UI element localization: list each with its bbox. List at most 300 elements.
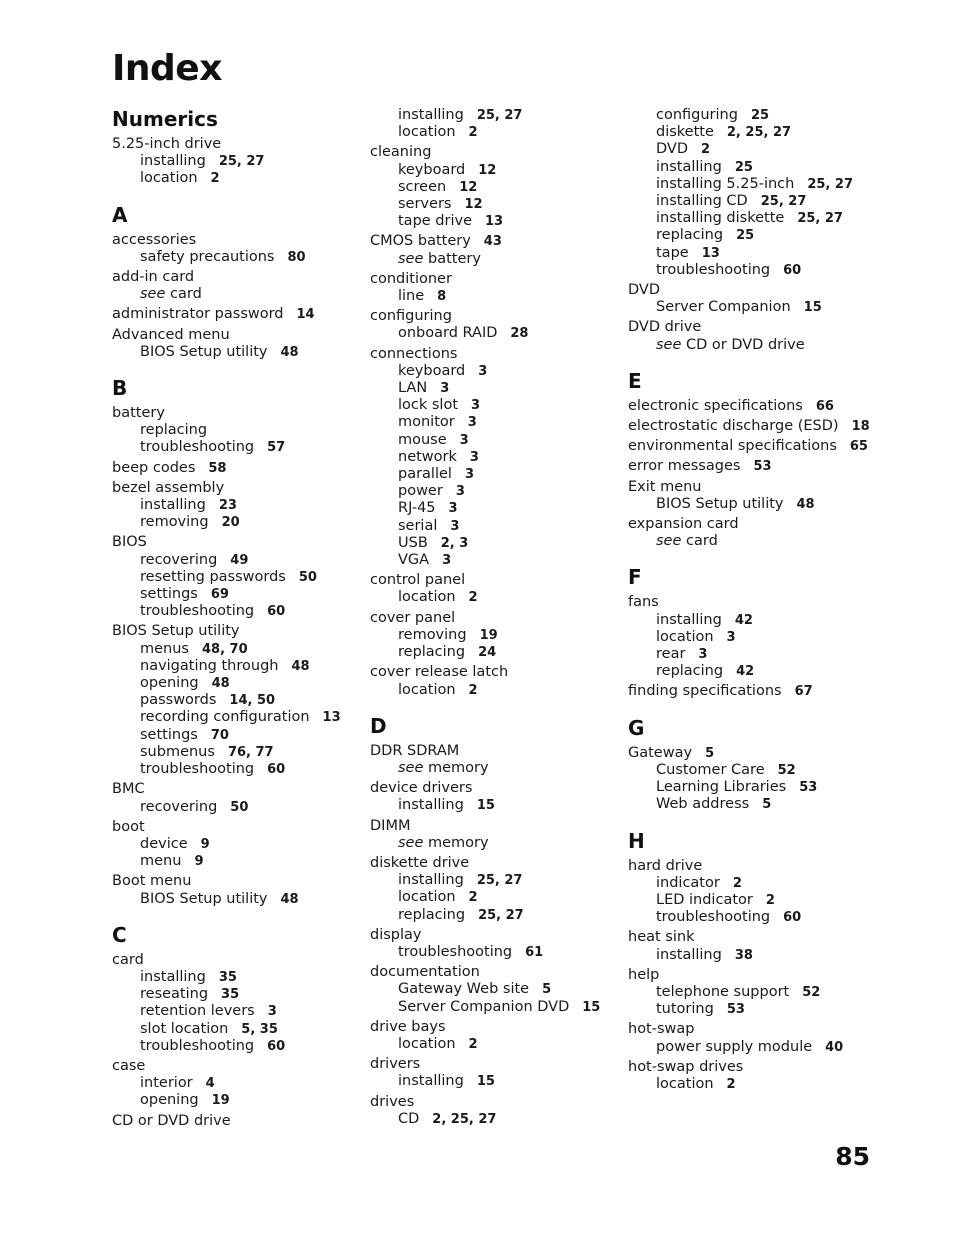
term-text: hot-swap drives xyxy=(628,1058,744,1075)
see-reference: see xyxy=(398,834,424,851)
subentry-text: memory xyxy=(428,759,489,776)
index-term xyxy=(370,1094,620,1111)
page-ref: 18 xyxy=(851,419,870,435)
term-text: DVD drive xyxy=(628,319,702,336)
index-subentry xyxy=(370,682,620,699)
index-section xyxy=(370,107,620,699)
index-term xyxy=(112,952,362,969)
subentry-text: RJ-45 xyxy=(398,500,436,517)
term-text: CD or DVD drive xyxy=(112,1112,231,1129)
page-ref: 53 xyxy=(753,459,772,475)
subentry-text: slot location xyxy=(140,1020,229,1037)
page-ref: 60 xyxy=(267,1038,286,1054)
index-term xyxy=(112,460,362,477)
section-letter: A xyxy=(112,202,128,227)
subentry-text: diskette xyxy=(656,124,714,141)
index-entry xyxy=(628,458,886,475)
subentry-text: LED indicator xyxy=(656,891,753,908)
subentry-text: lock slot xyxy=(398,397,459,414)
index-subentry xyxy=(628,193,886,210)
index-entry xyxy=(370,743,620,777)
page-ref: 80 xyxy=(287,249,306,265)
index-subentry xyxy=(112,1003,362,1020)
subentry-text: settings xyxy=(140,586,198,603)
page-ref: 25, 27 xyxy=(760,194,807,210)
index-entry xyxy=(370,572,620,606)
index-subentry xyxy=(370,483,620,500)
index-subentry xyxy=(628,1076,886,1093)
subentry-text: telephone support xyxy=(656,983,790,1000)
see-reference: see xyxy=(398,759,424,776)
index-subentry xyxy=(370,432,620,449)
page-ref: 25, 27 xyxy=(476,108,523,123)
term-text: electronic specifications xyxy=(628,397,803,414)
page-ref: 35 xyxy=(218,969,237,985)
page-ref: 70 xyxy=(210,727,229,743)
page-ref: 53 xyxy=(799,780,818,796)
term-text: conditioner xyxy=(370,270,452,287)
page-ref: 5 xyxy=(705,745,715,761)
page-ref: 15 xyxy=(476,1074,495,1090)
subentry-text: recovering xyxy=(140,798,218,815)
index-subentry xyxy=(370,1073,620,1090)
page-ref: 25, 27 xyxy=(478,907,524,923)
subentry-text: troubleshooting xyxy=(140,603,255,620)
subentry-text: location xyxy=(398,889,456,906)
subentry-text: Server Companion xyxy=(656,299,791,316)
term-text: accessories xyxy=(112,231,197,248)
page-ref: 25, 27 xyxy=(476,873,523,889)
index-term xyxy=(370,818,620,835)
page-ref: 3 xyxy=(726,629,736,645)
index-subentry xyxy=(112,658,362,675)
subentry-text: device xyxy=(140,835,188,852)
index-term xyxy=(112,781,362,798)
term-text: Gateway xyxy=(628,744,693,761)
subentry-text: parallel xyxy=(398,466,452,483)
index-subentry xyxy=(628,947,886,964)
index-term xyxy=(370,743,620,760)
subentry-text: resetting passwords xyxy=(140,568,286,585)
page-ref: 60 xyxy=(267,604,286,620)
page-ref: 61 xyxy=(525,944,544,960)
subentry-text: VGA xyxy=(398,552,430,569)
index-entry xyxy=(628,967,886,1019)
index-entry xyxy=(112,819,362,871)
index-entry xyxy=(112,269,362,303)
page-ref: 65 xyxy=(849,439,868,455)
index-subentry xyxy=(628,1001,886,1018)
index-entry xyxy=(370,346,620,570)
see-reference: see xyxy=(656,533,682,550)
subentry-text: location xyxy=(656,628,714,645)
term-text: add-in card xyxy=(112,269,195,286)
index-subentry xyxy=(112,439,362,456)
index-term xyxy=(370,780,620,797)
index-section xyxy=(628,369,886,551)
subentry-text: configuring xyxy=(656,107,738,123)
index-subentry xyxy=(112,170,362,187)
subentry-text: reseating xyxy=(140,986,209,1003)
index-subentry xyxy=(628,629,886,646)
index-subentry xyxy=(628,909,886,926)
index-subentry xyxy=(112,761,362,778)
term-text: finding specifications xyxy=(628,683,782,700)
index-subentry xyxy=(112,552,362,569)
page-ref: 50 xyxy=(230,799,249,815)
subentry-text: onboard RAID xyxy=(398,325,498,342)
index-subentry xyxy=(628,176,886,193)
subentry-text: CD xyxy=(398,1110,420,1127)
index-entry xyxy=(112,623,362,778)
page-ref: 25 xyxy=(734,159,753,175)
page-ref: 2 xyxy=(210,171,220,187)
subentry-text: replacing xyxy=(398,644,466,661)
index-entry xyxy=(112,405,362,457)
index-subentry xyxy=(112,986,362,1003)
page-ref: 3 xyxy=(450,518,460,534)
subentry-text: replacing xyxy=(398,906,466,923)
index-subentry xyxy=(370,835,620,852)
page-ref: 43 xyxy=(483,234,502,250)
page-ref: 48 xyxy=(211,676,230,692)
index-entry xyxy=(628,398,886,415)
index-section xyxy=(112,107,362,188)
subentry-text: indicator xyxy=(656,874,720,891)
subentry-text: submenus xyxy=(140,743,215,760)
index-term xyxy=(370,927,620,944)
page-ref: 15 xyxy=(476,798,495,814)
subentry-text: BIOS Setup utility xyxy=(140,890,268,907)
subentry-text: keyboard xyxy=(398,362,466,379)
index-entry xyxy=(628,1059,886,1093)
index-subentry xyxy=(370,907,620,924)
index-entry xyxy=(370,271,620,305)
subentry-text: CD or DVD drive xyxy=(686,336,805,353)
term-text: boot xyxy=(112,818,145,835)
page-ref: 9 xyxy=(194,854,204,870)
index-subentry xyxy=(628,762,886,779)
index-term xyxy=(370,1019,620,1036)
page-ref: 2, 25, 27 xyxy=(432,1111,497,1127)
page-ref: 2 xyxy=(468,125,478,141)
index-subentry xyxy=(628,262,886,279)
subentry-text: servers xyxy=(398,196,452,213)
index-subentry xyxy=(628,299,886,316)
subentry-text: installing xyxy=(140,968,206,985)
page-ref: 20 xyxy=(221,515,240,531)
index-term xyxy=(628,479,886,496)
page-ref: 2 xyxy=(701,142,711,158)
page-ref: 58 xyxy=(208,460,227,476)
index-subentry xyxy=(628,875,886,892)
index-subentry xyxy=(112,799,362,816)
index-entry xyxy=(112,460,362,477)
page-ref: 3 xyxy=(464,467,474,483)
index-entry xyxy=(628,107,886,279)
page-ref: 5, 35 xyxy=(241,1021,278,1037)
subentry-text: location xyxy=(398,1035,456,1052)
subentry-text: Customer Care xyxy=(656,761,765,778)
term-text: electrostatic discharge (ESD) xyxy=(628,418,839,435)
index-term xyxy=(628,438,886,455)
section-letter: C xyxy=(112,922,127,947)
term-text: case xyxy=(112,1057,146,1074)
index-subentry xyxy=(628,210,886,227)
index-term xyxy=(370,572,620,589)
index-entry xyxy=(370,855,620,924)
subentry-text: installing xyxy=(140,153,206,170)
page-ref: 3 xyxy=(478,363,488,379)
index-subentry xyxy=(370,627,620,644)
index-column-1 xyxy=(112,107,362,1130)
subentry-text: card xyxy=(170,286,202,303)
page-ref: 3 xyxy=(440,381,450,397)
section-letter: Numerics xyxy=(112,107,218,131)
index-entry xyxy=(370,233,620,267)
index-subentry xyxy=(370,999,620,1016)
page-ref: 5 xyxy=(542,982,552,998)
index-term xyxy=(628,929,886,946)
page-ref: 12 xyxy=(464,197,483,213)
index-term xyxy=(112,623,362,640)
index-subentry xyxy=(112,1092,362,1109)
index-term xyxy=(112,136,362,153)
subentry-text: recording configuration xyxy=(140,709,310,726)
page-ref: 12 xyxy=(478,162,497,178)
index-subentry xyxy=(370,124,620,141)
page-ref: 3 xyxy=(459,432,469,448)
index-subentry xyxy=(112,497,362,514)
index-subentry xyxy=(112,709,362,726)
subentry-text: troubleshooting xyxy=(656,909,771,926)
index-entry xyxy=(628,1021,886,1055)
index-subentry xyxy=(628,892,886,909)
term-text: CMOS battery xyxy=(370,233,471,250)
index-subentry xyxy=(370,449,620,466)
section-letter: F xyxy=(628,565,642,590)
index-entry xyxy=(370,1056,620,1090)
index-subentry xyxy=(370,363,620,380)
index-subentry xyxy=(370,162,620,179)
page-ref: 50 xyxy=(298,569,317,585)
index-entry xyxy=(628,438,886,455)
page-ref: 42 xyxy=(734,612,753,628)
term-text: cover release latch xyxy=(370,664,509,681)
subentry-text: keyboard xyxy=(398,161,466,178)
page-ref: 48, 70 xyxy=(201,641,248,657)
subentry-text: BIOS Setup utility xyxy=(140,343,268,360)
page-ref: 2, 25, 27 xyxy=(726,125,792,141)
page-ref: 60 xyxy=(783,910,802,926)
index-subentry xyxy=(370,251,620,268)
index-subentry xyxy=(370,179,620,196)
index-entry xyxy=(628,516,886,550)
term-text: configuring xyxy=(370,308,452,325)
subentry-text: installing diskette xyxy=(656,210,785,227)
page-ref: 28 xyxy=(510,326,529,342)
term-text: cleaning xyxy=(370,144,432,161)
index-entry xyxy=(370,780,620,814)
index-subentry xyxy=(628,796,886,813)
index-subentry xyxy=(370,1036,620,1053)
page-ref: 2 xyxy=(726,1076,736,1092)
index-entry xyxy=(628,594,886,680)
page-ref: 60 xyxy=(783,262,802,278)
page-ref: 60 xyxy=(267,762,286,778)
index-term xyxy=(628,398,886,415)
subentry-text: navigating through xyxy=(140,657,279,674)
index-term xyxy=(628,745,886,762)
page-ref: 25, 27 xyxy=(218,154,265,170)
page-ref: 48 xyxy=(280,891,299,907)
index-term xyxy=(628,516,886,533)
index-subentry xyxy=(370,107,620,124)
index-subentry xyxy=(628,663,886,680)
term-text: BIOS Setup utility xyxy=(112,623,240,640)
subentry-text: menus xyxy=(140,640,189,657)
index-entry xyxy=(370,964,620,1016)
page-ref: 66 xyxy=(815,398,834,414)
index-entry xyxy=(112,136,362,188)
subentry-text: removing xyxy=(398,626,467,643)
term-text: bezel assembly xyxy=(112,479,225,496)
index-term xyxy=(370,610,620,627)
page-ref: 2 xyxy=(468,590,478,606)
page-ref: 25, 27 xyxy=(797,211,843,227)
subentry-text: replacing xyxy=(656,227,724,244)
index-section xyxy=(628,829,886,1094)
subentry-text: location xyxy=(398,124,456,141)
index-subentry xyxy=(112,1038,362,1055)
index-subentry xyxy=(370,889,620,906)
index-term xyxy=(112,819,362,836)
page-ref: 48 xyxy=(796,496,815,512)
index-subentry xyxy=(370,589,620,606)
index-term xyxy=(112,1058,362,1075)
term-text: error messages xyxy=(628,458,741,475)
index-term xyxy=(628,858,886,875)
index-term xyxy=(370,1056,620,1073)
index-subentry xyxy=(628,1039,886,1056)
index-subentry xyxy=(370,288,620,305)
index-term xyxy=(370,664,620,681)
term-text: diskette drive xyxy=(370,854,470,871)
index-entry xyxy=(112,1113,362,1130)
index-subentry xyxy=(628,984,886,1001)
subentry-text: installing xyxy=(656,158,722,175)
index-entry xyxy=(628,418,886,435)
index-section xyxy=(112,923,362,1130)
index-term xyxy=(628,1059,886,1076)
term-text: drivers xyxy=(370,1056,421,1073)
index-term xyxy=(370,855,620,872)
index-entry xyxy=(112,781,362,815)
index-entry xyxy=(370,1094,620,1128)
index-entry xyxy=(112,327,362,361)
index-entry xyxy=(628,282,886,316)
subentry-text: Server Companion DVD xyxy=(398,998,570,1015)
subentry-text: Gateway Web site xyxy=(398,981,530,998)
term-text: DIMM xyxy=(370,817,411,834)
subentry-text: location xyxy=(398,681,456,698)
section-letter: E xyxy=(628,368,642,393)
page-ref: 14 xyxy=(296,307,315,323)
page-ref: 13 xyxy=(322,710,341,726)
term-text: cover panel xyxy=(370,609,456,626)
page-ref: 23 xyxy=(218,498,237,514)
index-subentry xyxy=(628,245,886,262)
index-term xyxy=(628,1021,886,1038)
index-subentry xyxy=(112,569,362,586)
subentry-text: battery xyxy=(428,250,481,267)
index-term xyxy=(112,1113,362,1130)
term-text: documentation xyxy=(370,964,480,981)
index-entry xyxy=(112,1058,362,1110)
term-text: Exit menu xyxy=(628,478,702,495)
index-entry xyxy=(628,683,886,700)
page-ref: 2, 3 xyxy=(440,535,469,551)
index-entry xyxy=(112,952,362,1055)
term-text: administrator password xyxy=(112,306,284,323)
page-ref: 25, 27 xyxy=(807,176,853,192)
index-subentry xyxy=(112,422,362,439)
index-term xyxy=(628,594,886,611)
index-subentry xyxy=(112,692,362,709)
index-entry xyxy=(112,306,362,323)
index-term xyxy=(112,534,362,551)
index-subentry xyxy=(628,107,886,124)
index-subentry xyxy=(628,141,886,158)
page-ref: 3 xyxy=(448,501,458,517)
index-subentry xyxy=(628,227,886,244)
subentry-text: location xyxy=(656,1075,714,1092)
see-reference: see xyxy=(656,336,682,353)
index-subentry xyxy=(370,500,620,517)
subentry-text: monitor xyxy=(398,414,455,431)
section-letter: G xyxy=(628,715,645,740)
term-text: display xyxy=(370,926,422,943)
index-entry xyxy=(370,1019,620,1053)
index-entry xyxy=(370,308,620,342)
page-ref: 2 xyxy=(765,892,775,908)
index-subentry xyxy=(112,153,362,170)
index-term xyxy=(628,282,886,299)
page-ref: 25 xyxy=(750,108,770,123)
term-text: BMC xyxy=(112,781,145,798)
see-reference: see xyxy=(140,286,166,303)
subentry-text: card xyxy=(686,533,718,550)
index-subentry xyxy=(112,603,362,620)
page-ref: 76, 77 xyxy=(227,744,274,760)
index-subentry xyxy=(112,727,362,744)
term-text: card xyxy=(112,951,144,968)
index-term xyxy=(370,233,620,250)
section-letter: H xyxy=(628,828,645,853)
index-subentry xyxy=(628,159,886,176)
subentry-text: serial xyxy=(398,517,438,534)
page-ref: 2 xyxy=(732,875,742,891)
index-subentry xyxy=(370,1111,620,1128)
subentry-text: replacing xyxy=(140,422,208,439)
page-ref: 9 xyxy=(200,836,210,852)
index-entry xyxy=(628,745,886,814)
index-term xyxy=(370,144,620,161)
index-entry xyxy=(370,818,620,852)
index-subentry xyxy=(370,872,620,889)
page-ref: 8 xyxy=(437,289,447,305)
subentry-text: power xyxy=(398,483,443,500)
